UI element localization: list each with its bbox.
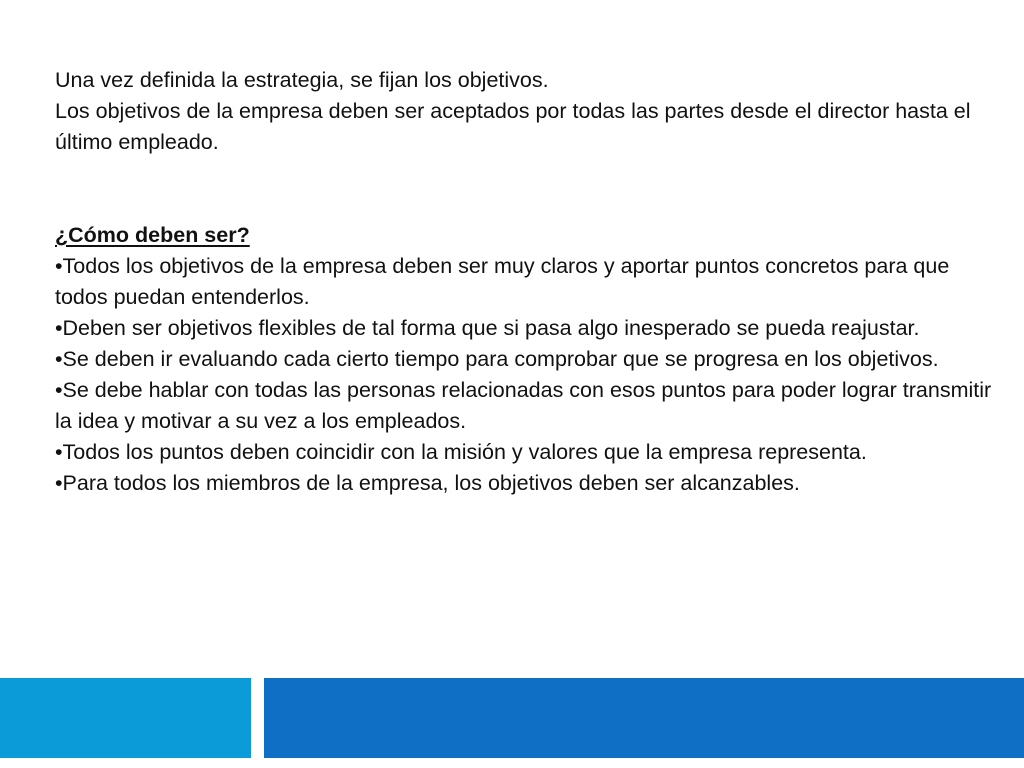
footer-bar-left — [0, 678, 251, 758]
spacer — [55, 158, 1005, 220]
bullet-item: •Para todos los miembros de la empresa, los objetivos deben ser alcanzables. — [55, 471, 800, 495]
section-heading: ¿Cómo deben ser? — [55, 223, 250, 247]
bullet-item: •Se debe hablar con todas las personas relacionadas con esos puntos para poder lograr transmitir la idea y motivar a su vez a los empleados. — [55, 378, 992, 433]
bullet-item: •Deben ser objetivos flexibles de tal forma que si pasa algo inesperado se pueda reajustar. — [55, 316, 920, 340]
slide-content — [55, 65, 1005, 499]
intro-line-2: Los objetivos de la empresa deben ser aceptados por todas las partes desde el director hasta el último empleado. — [55, 99, 971, 154]
intro-line-1: Una vez definida la estrategia, se fijan los objetivos. — [55, 68, 549, 92]
footer-bar-right — [264, 678, 1024, 758]
intro-paragraph — [55, 65, 1005, 158]
bullet-item: •Todos los objetivos de la empresa deben ser muy claros y aportar puntos concretos para que todos puedan entenderlos. — [55, 254, 950, 309]
bullet-list — [55, 251, 1005, 499]
bullet-item: •Todos los puntos deben coincidir con la misión y valores que la empresa representa. — [55, 440, 867, 464]
bullet-item: •Se deben ir evaluando cada cierto tiempo para comprobar que se progresa en los objetivos. — [55, 347, 939, 371]
